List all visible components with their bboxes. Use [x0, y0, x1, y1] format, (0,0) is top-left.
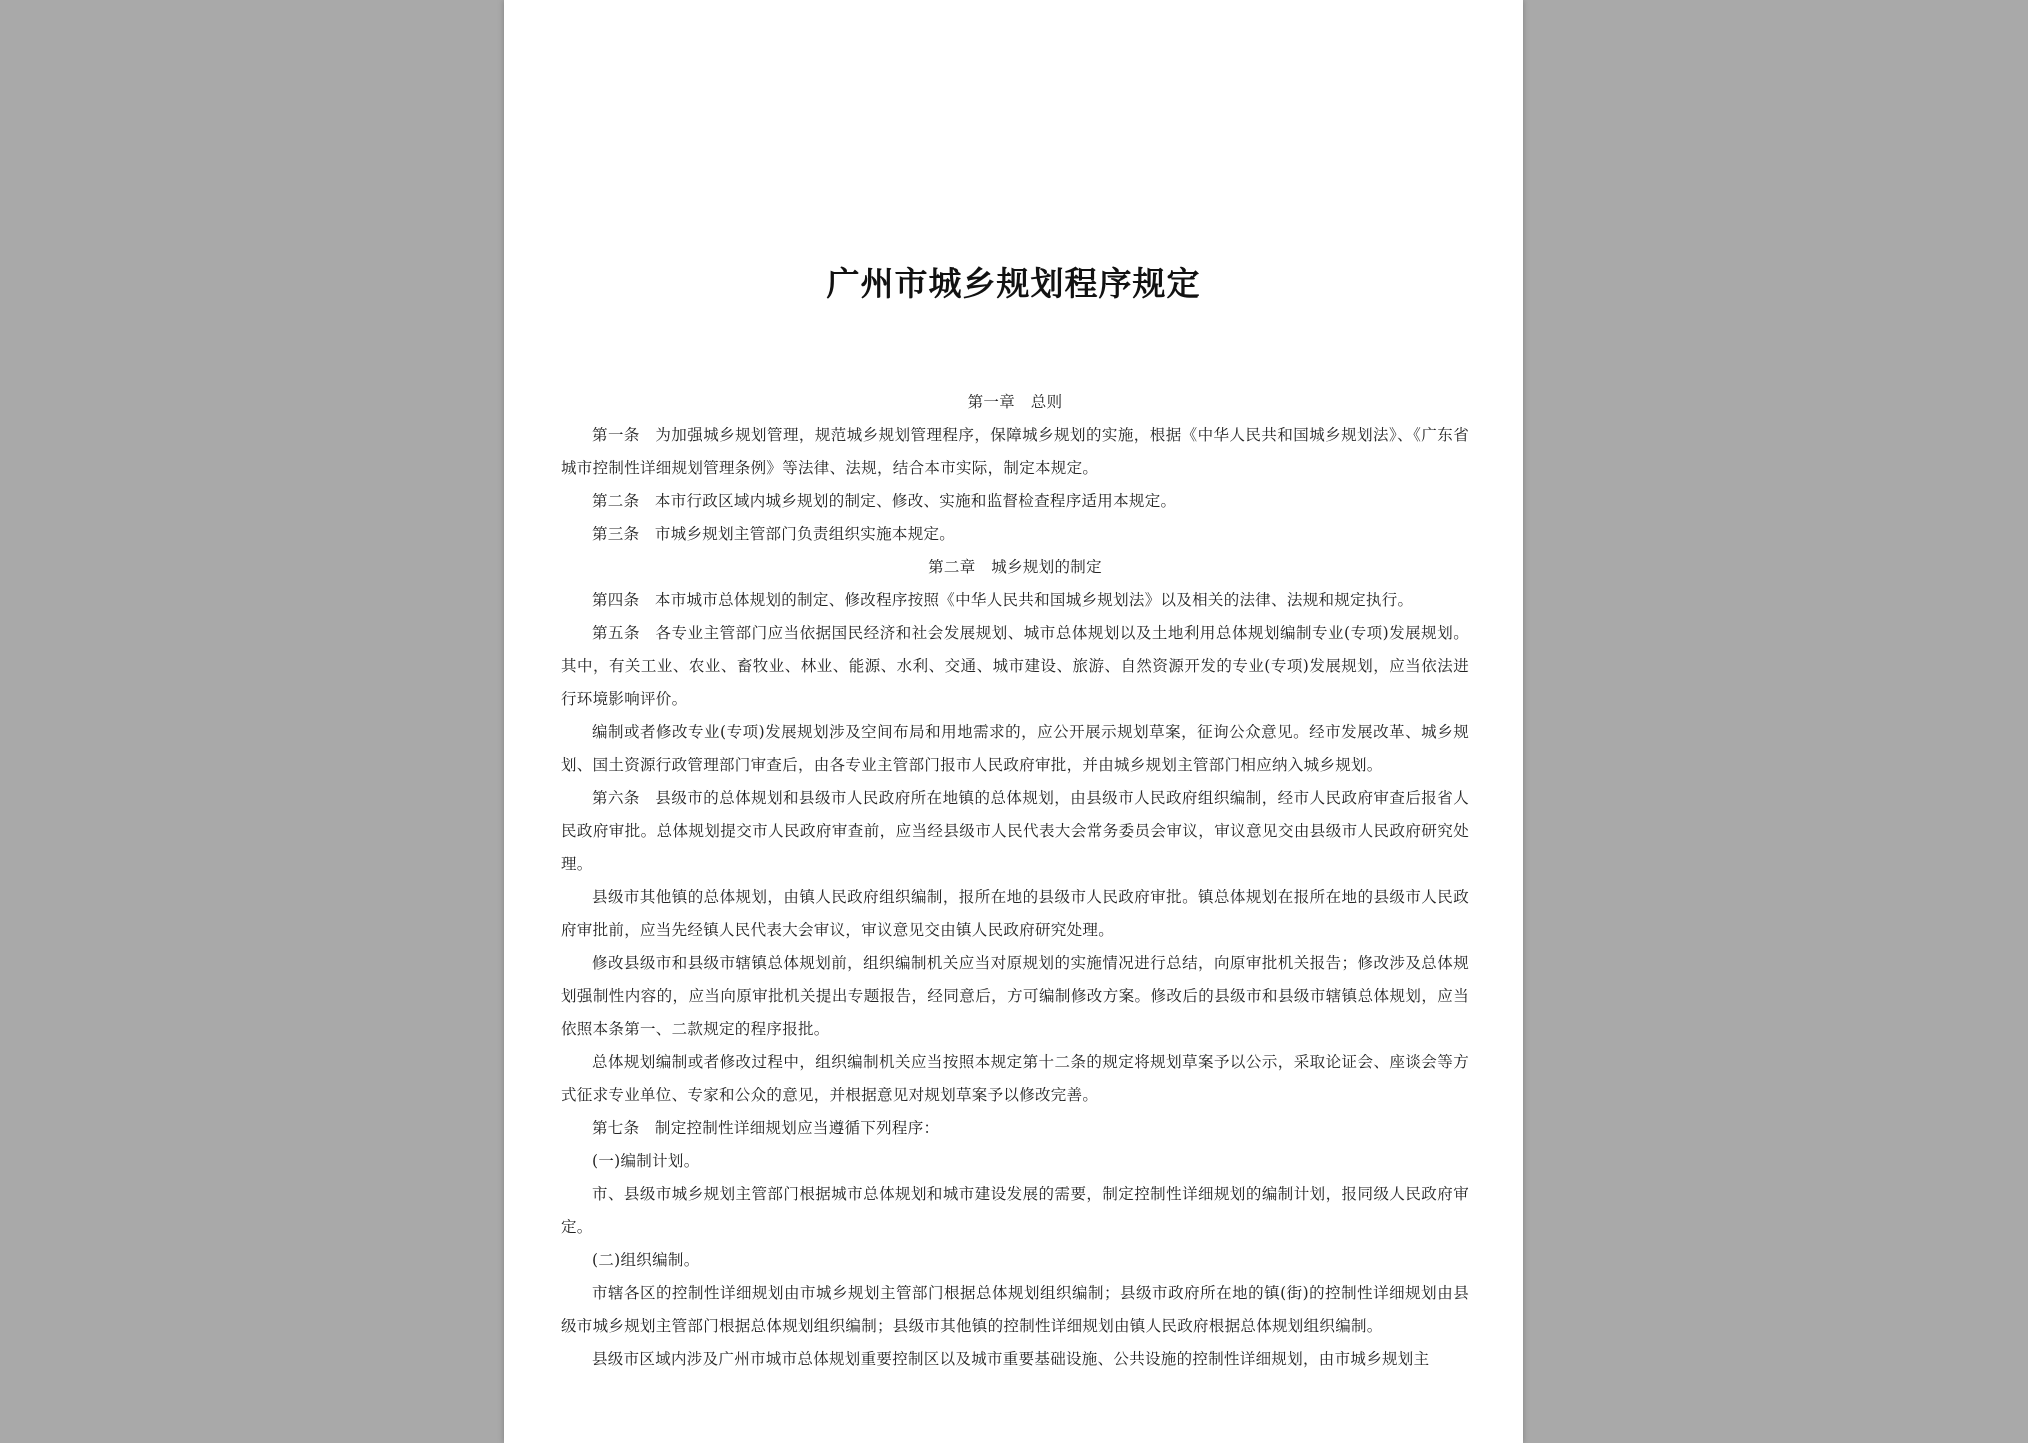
paragraph-text: 本市行政区域内城乡规划的制定、修改、实施和监督检查程序适用本规定。 — [654, 492, 1177, 510]
document-body — [561, 386, 1469, 1376]
article-number: 第四条 — [592, 591, 640, 609]
paragraph — [561, 1244, 1469, 1277]
paragraph — [561, 881, 1469, 947]
paragraph — [561, 1343, 1469, 1376]
paragraph-text: 为加强城乡规划管理，规范城乡规划管理程序，保障城乡规划的实施，根据《中华人民共和国城乡规划法》、《广东省城市控制性详细规划管理条例》等法律、法规，结合本市实际，制定本规定。 — [561, 426, 1470, 477]
paragraph — [561, 947, 1469, 1046]
paragraph — [561, 485, 1469, 518]
paragraph — [561, 617, 1469, 716]
paragraph — [561, 1046, 1469, 1112]
paragraph-text: 总体规划编制或者修改过程中，组织编制机关应当按照本规定第十二条的规定将规划草案予以公示，采取论证会、座谈会等方式征求专业单位、专家和公众的意见，并根据意见对规划草案予以修改完善。 — [561, 1053, 1469, 1104]
article-number: 第一条 — [592, 426, 640, 444]
paragraph — [561, 419, 1469, 485]
paragraph — [561, 584, 1469, 617]
document-title: 广州市城乡规划程序规定 — [826, 264, 1201, 303]
paragraph-text: 修改县级市和县级市辖镇总体规划前，组织编制机关应当对原规划的实施情况进行总结，向原审批机关报告；修改涉及总体规划强制性内容的，应当向原审批机关提出专题报告，经同意后，方可编制修改方案。修改后的县级市和县级市辖镇总体规划，应当依照本条第一、二款规定的程序报批。 — [561, 954, 1469, 1038]
paragraph-text: 县级市区域内涉及广州市城市总体规划重要控制区以及城市重要基础设施、公共设施的控制性详细规划，由市城乡规划主 — [592, 1350, 1430, 1368]
paragraph-text: 市城乡规划主管部门负责组织实施本规定。 — [654, 525, 956, 543]
paragraph — [561, 1145, 1469, 1178]
article-number: 第五条 — [592, 624, 641, 642]
heading-text: 第一章 总则 — [967, 393, 1063, 411]
article-number: 第六条 — [592, 789, 640, 807]
document-page — [504, 0, 1523, 1443]
paragraph — [561, 1277, 1469, 1343]
heading-text: 第二章 城乡规划的制定 — [928, 558, 1102, 576]
article-number: 第七条 — [592, 1119, 640, 1137]
paragraph-text: (二)组织编制。 — [592, 1251, 700, 1269]
article-number: 第二条 — [592, 492, 640, 510]
paragraph-text: 编制或者修改专业(专项)发展规划涉及空间布局和用地需求的，应公开展示规划草案，征询公众意见。经市发展改革、城乡规划、国土资源行政管理部门审查后，由各专业主管部门报市人民政府审批，并由城乡规划主管部门相应纳入城乡规划。 — [561, 723, 1469, 774]
paragraph — [561, 1178, 1469, 1244]
chapter-heading — [561, 551, 1469, 584]
paragraph-text: 本市城市总体规划的制定、修改程序按照《中华人民共和国城乡规划法》以及相关的法律、法规和规定执行。 — [654, 591, 1414, 609]
paragraph-text: 县级市的总体规划和县级市人民政府所在地镇的总体规划，由县级市人民政府组织编制，经市人民政府审查后报省人民政府审批。总体规划提交市人民政府审查前，应当经县级市人民代表大会常务委员会审议，审议意见交由县级市人民政府研究处理。 — [561, 789, 1469, 873]
paragraph-text: 县级市其他镇的总体规划，由镇人民政府组织编制，报所在地的县级市人民政府审批。镇总体规划在报所在地的县级市人民政府审批前，应当先经镇人民代表大会审议，审议意见交由镇人民政府研究处理。 — [561, 888, 1469, 939]
paragraph-text: 各专业主管部门应当依据国民经济和社会发展规划、城市总体规划以及土地利用总体规划编制专业(专项)发展规划。其中，有关工业、农业、畜牧业、林业、能源、水利、交通、城市建设、旅游、自然资源开发的专业(专项)发展规划，应当依法进行环境影响评价。 — [561, 624, 1470, 708]
paragraph-text: 制定控制性详细规划应当遵循下列程序： — [654, 1119, 940, 1137]
paragraph-text: 市辖各区的控制性详细规划由市城乡规划主管部门根据总体规划组织编制；县级市政府所在地的镇(街)的控制性详细规划由县级市城乡规划主管部门根据总体规划组织编制；县级市其他镇的控制性详细规划由镇人民政府根据总体规划组织编制。 — [561, 1284, 1469, 1335]
article-number: 第三条 — [592, 525, 640, 543]
chapter-heading — [561, 386, 1469, 419]
paragraph — [561, 518, 1469, 551]
paragraph-text: 市、县级市城乡规划主管部门根据城市总体规划和城市建设发展的需要，制定控制性详细规划的编制计划，报同级人民政府审定。 — [561, 1185, 1469, 1236]
paragraph-text: (一)编制计划。 — [592, 1152, 700, 1170]
paragraph — [561, 1112, 1469, 1145]
paragraph — [561, 716, 1469, 782]
paragraph — [561, 782, 1469, 881]
